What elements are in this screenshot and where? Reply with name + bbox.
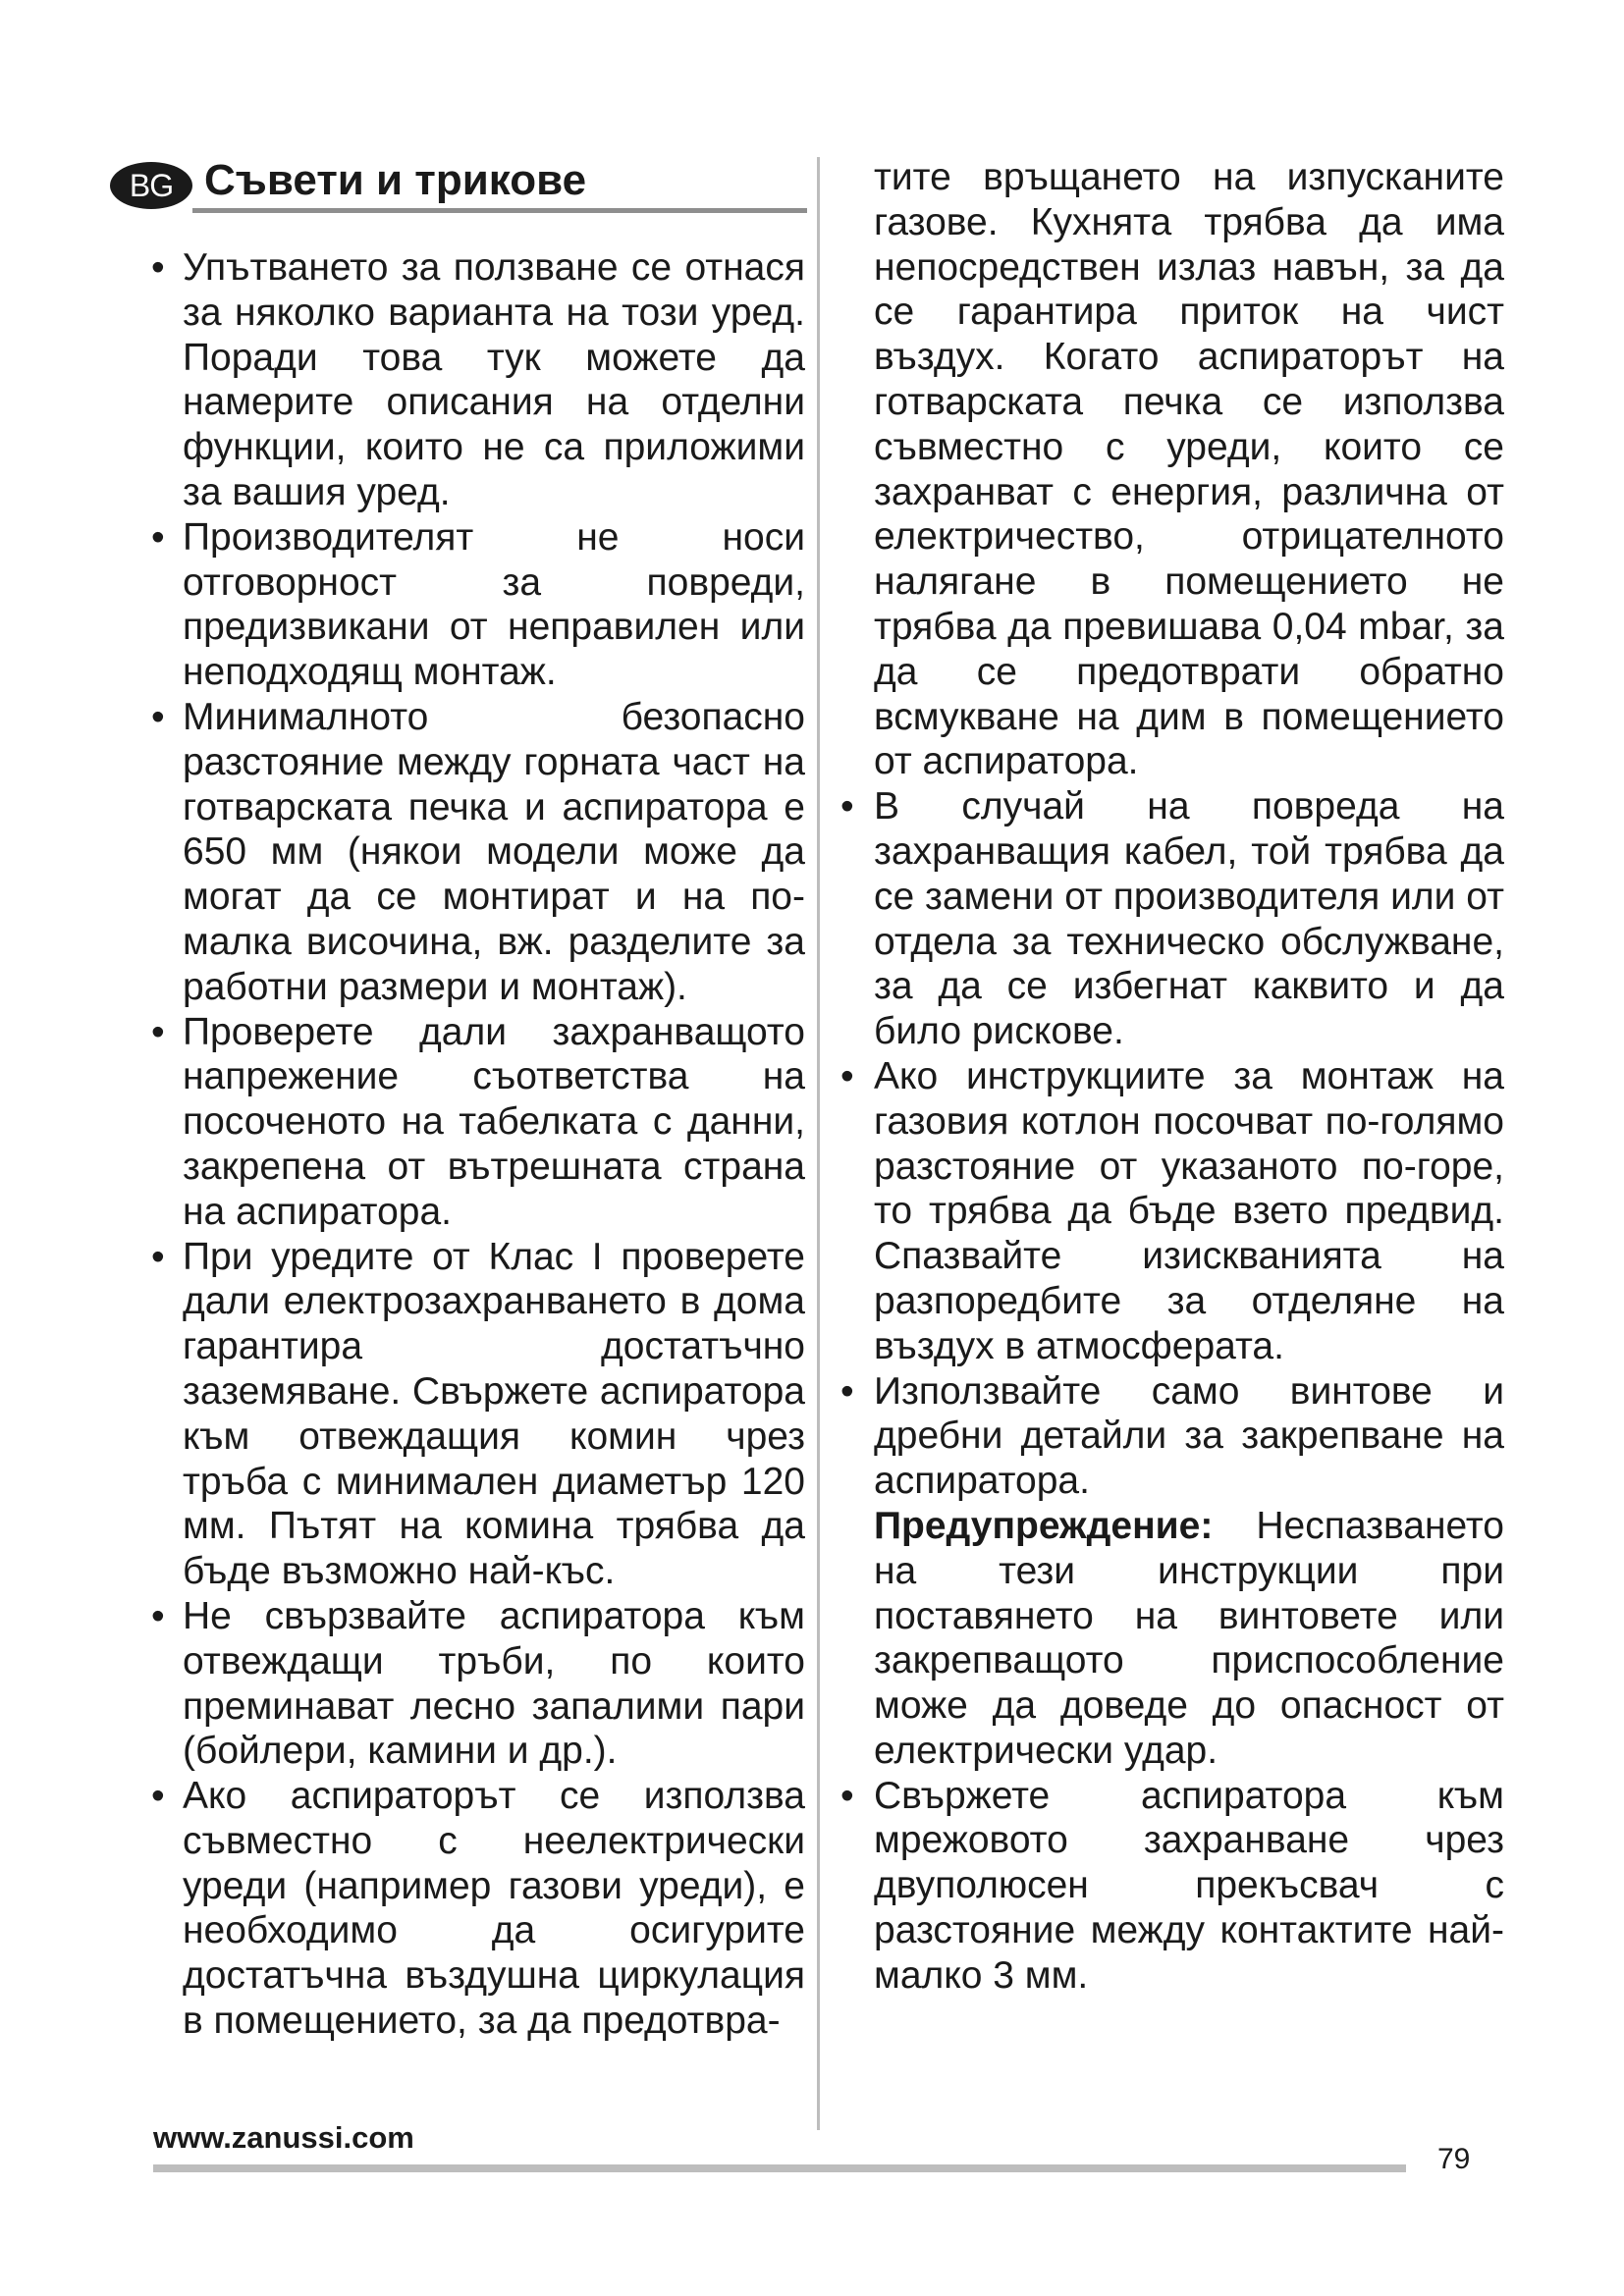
warning-label: Предупреждение:: [874, 1504, 1214, 1547]
list-item: • Упътването за ползване се отнася за няколко варианта на този уред. Поради това тук можете да намерите описания на отделни функции, които не са приложими за вашия уред.: [151, 246, 805, 513]
list-item: • При уредите от Клас I проверете дали електрозахранването в дома гарантира достатъчно заземяване. Свържете аспиратора към отвеждащия комин чрез тръба с минимален диаметър 120 мм. Пътят на комина трябва да бъде възможно най-къс.: [151, 1235, 805, 1593]
website-url: www.zanussi.com: [153, 2120, 414, 2155]
bullet-icon: •: [151, 695, 165, 738]
bullet-icon: •: [151, 1010, 165, 1053]
bullet-icon: •: [151, 1594, 165, 1637]
section-title: Съвети и трикове: [204, 156, 587, 204]
left-column: [147, 0, 805, 2044]
bullet-icon: •: [151, 1235, 165, 1278]
list-item: • Свържете аспиратора към мрежовото захранване чрез двуполюсен прекъсвач с разстояние между контактите най-малко 3 мм.: [840, 1774, 1504, 1997]
column-divider: [817, 157, 820, 2130]
list-item: • Минималното безопасно разстояние между горната част на готварската печка и аспиратора е 650 мм (някои модели може да могат да се монтират и на по-малка височина, вж. разделите за работни размери и монтаж).: [151, 695, 805, 1008]
continued-paragraph: тите връщането на изпусканите газове. Кухнята трябва да има непосредствен излаз навън, за да се гарантира приток на чист въздух. Когато аспираторът на готварската печка се използва съвместно с уреди, които се захранват с енергия, различна от електричество, отрицателното налягане в помещението не трябва да превишава 0,04 mbar, за да се предотврати обратно всмукване на дим в помещението от аспиратора.: [874, 156, 1504, 783]
bullet-icon: •: [840, 1369, 854, 1413]
tips-list-left: [147, 0, 805, 2044]
bullet-icon: •: [151, 246, 165, 289]
warning-note: [874, 1504, 1504, 1774]
list-item: • Не свързвайте аспиратора към отвеждащи тръби, по които преминават лесно запалими пари (бойлери, камини и др.).: [151, 1594, 805, 1773]
list-item: • В случай на повреда на захранващия кабел, той трябва да се замени от производителя или от отдела за техническо обслужване, за да се избегнат каквито и да било рискове.: [840, 785, 1504, 1053]
bullet-icon: •: [151, 1775, 165, 1818]
list-item: • Използвайте само винтове и дребни детайли за закрепване на аспиратора. Предупреждение: Неспазването на тези инструкции при поставянето на винтовете или закрепващото приспособление може да доведе до опасност от електрически удар.: [840, 1369, 1504, 1772]
tips-list-right: [840, 784, 1504, 1999]
list-item: • Проверете дали захранващото напрежение съответства на посоченото на табелката с данни, закрепена от вътрешната страна на аспиратора.: [151, 1010, 805, 1233]
list-item: • Ако инструкциите за монтаж на газовия котлон посочват по-голямо разстояние от указаното по-горе, то трябва да бъде взето предвид. Спазвайте изискванията на разпоредбите за отделяне на въздух в атмосферата.: [840, 1054, 1504, 1367]
bullet-icon: •: [840, 1054, 854, 1097]
language-badge: BG: [110, 162, 192, 209]
footer-rule: [153, 2164, 1406, 2172]
page-number: 79: [1437, 2143, 1471, 2175]
warning-text: Неспазването на тези инструкции при поставянето на винтовете или закрепващото приспособление може да доведе до опасност от електрически удар.: [874, 1504, 1504, 1772]
bullet-icon: •: [840, 1774, 854, 1817]
right-column: [840, 0, 1504, 1999]
list-item: • Ако аспираторът се използва съвместно с неелектрически уреди (например газови уреди), е необходимо да осигурите достатъчна въздушна циркулация в помещението, за да предотвра-: [151, 1775, 805, 2043]
bullet-icon: •: [151, 515, 165, 559]
bullet-icon: •: [840, 785, 854, 828]
list-item: • Производителят не носи отговорност за повреди, предизвикани от неправилен или неподходящ монтаж.: [151, 515, 805, 694]
